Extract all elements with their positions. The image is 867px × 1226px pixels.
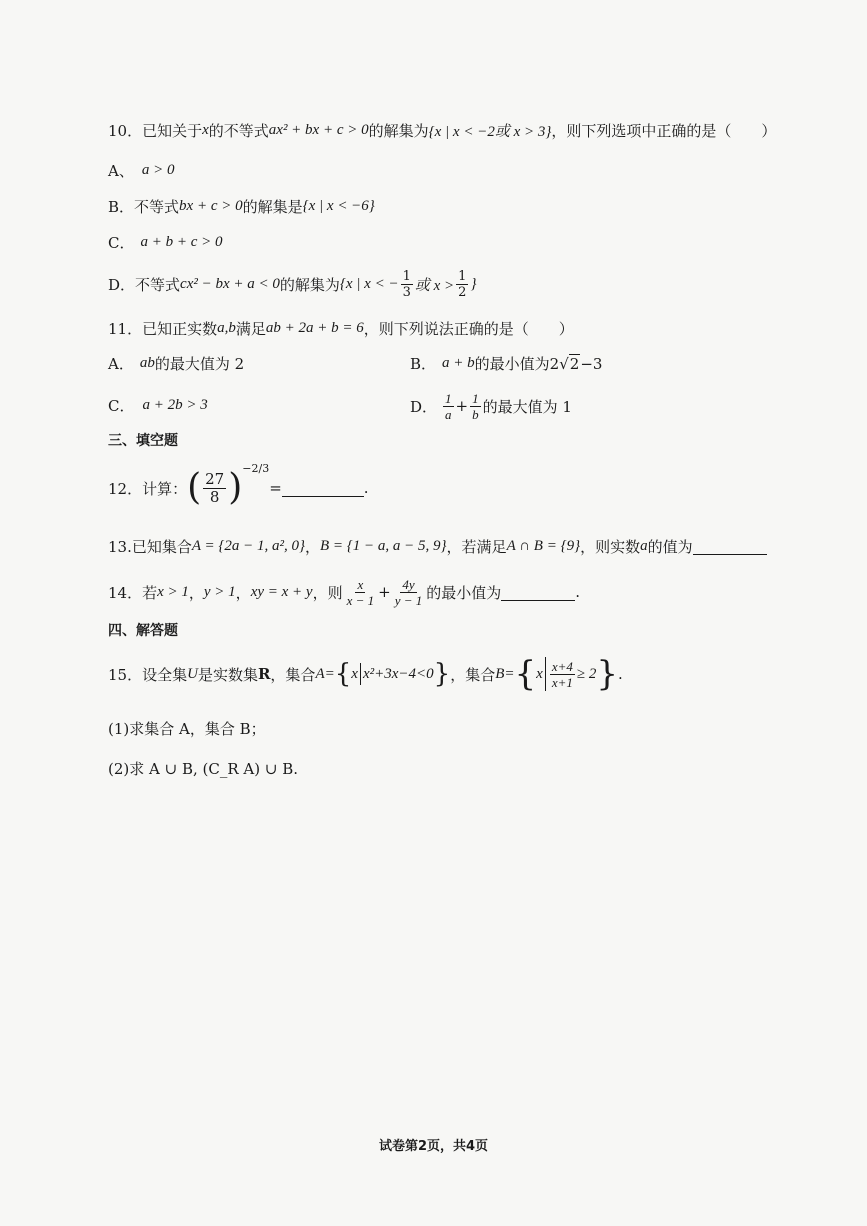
q13-condition: A ∩ B = {9} [506,538,581,554]
left-paren: ( [187,467,202,508]
fraction-numerator: 1 [472,390,479,406]
q15-text: ，集合 [270,665,316,684]
q12 [108,460,369,516]
option-text: 的最大值为 2 [154,355,245,373]
option-label: D． [410,397,438,416]
q11-option-d [410,386,572,426]
q13-set-a: A = {2a − 1, a², 0} [191,538,305,554]
q10-solution-set: {x | x < −2或 x > 3} [428,124,552,140]
q13 [108,536,767,557]
q12-text: 12．计算： [108,479,188,498]
option-label: C． [108,397,135,415]
q15-text: ，集合 [450,665,496,684]
set-var: x [351,665,358,682]
fraction [443,392,454,421]
q10-text: ，则下列选项中正确的是（ ） [551,122,777,140]
set-bar [360,663,361,685]
q15-text: 15．设全集 [108,665,188,684]
q10-text: 的解集为 [368,122,429,140]
fraction-denominator: 3 [402,284,411,300]
q10-text: 的不等式 [208,122,269,140]
fraction-numerator: x+4 [551,658,573,674]
section-heading: 三、填空题 [108,433,178,449]
option-label: A、 [108,162,134,180]
fraction [470,392,481,421]
exponent: −2/3 [242,462,270,475]
q14: 14．若 x > 1 ， y > 1 ， xy = x + y ，则 $\frac{x}{x - 1}$ + $\frac{4y}{y - 1}$ 的最小值为 . [108,576,581,608]
period: . [363,479,369,497]
answer-blank[interactable] [282,480,364,497]
set-condition: ≥ 2 [576,665,597,682]
option-text: 不等式 [135,275,181,294]
q10-option-a [108,160,174,181]
option-value: 2 [549,354,560,373]
q15-var: U [187,665,198,682]
right-paren: ) [228,467,243,508]
fraction-denominator: 2 [458,284,467,300]
sqrt-sign: √ 2 [559,355,580,373]
option-text: 的最大值为 1 [482,397,572,416]
q14-condition: x > 1 [157,583,189,600]
option-label: C． [108,234,135,252]
q14-condition: xy = x + y [250,583,313,600]
set-condition: x²+3x−4<0 [362,665,434,682]
option-label: D． [108,275,136,294]
q15-set-b: B= [495,665,515,682]
fraction-denominator: y − 1 [394,592,423,608]
q15-part1: (1)求集合 A，集合 B； [108,720,266,738]
q11-vars: a,b [217,320,236,336]
option-set: 或 x > [414,277,455,294]
q11-text: 11．已知正实数 [108,320,218,338]
q14-text: 的最小值为 [426,583,502,602]
left-brace: { [514,654,537,694]
option-math: bx + c > 0 [179,198,243,214]
fraction-numerator: 1 [458,268,467,284]
q10-inequality: ax² + bx + c > 0 [268,122,369,138]
left-brace: { [334,659,352,689]
fraction-numerator: 1 [445,390,452,406]
q10-stem [108,120,776,141]
option-text: 的解集是 [242,198,303,216]
option-label: B． [410,355,437,373]
q14-condition: y > 1 [203,583,236,600]
q11-stem [108,318,574,339]
q14-text: ，则 [312,583,343,602]
option-math: a + b [442,355,475,371]
fraction-numerator: 1 [402,268,411,284]
fraction [345,578,377,607]
option-value: −3 [580,354,603,373]
q13-text: ，若满足 [446,538,507,556]
set-bar [545,657,546,691]
period: . [575,583,581,601]
q13-var: a [640,538,648,554]
q13-set-b: B = {1 − a, a − 5, 9} [320,538,447,554]
fraction-denominator: 8 [209,487,220,506]
page-footer: 试卷第2页，共4页 [378,1139,489,1154]
q13-text: 13.已知集合 [108,538,192,556]
q10-option-c [108,232,223,253]
option-text: 的解集为 [279,275,340,294]
option-set: {x | x < −6} [302,198,375,214]
q10-option-b [108,196,375,217]
fraction [456,270,468,299]
answer-blank[interactable] [693,538,767,555]
sqrt-radicand: 2 [569,355,580,373]
q15 [108,652,623,696]
q15-text: 是实数集 [197,665,258,684]
fraction [393,578,425,607]
answer-blank[interactable] [501,584,575,601]
option-math: a + b + c > 0 [140,234,223,250]
option-set: {x | x < − [339,275,399,292]
section-heading: 四、解答题 [108,623,178,639]
q11-option-c [108,395,208,416]
right-brace: } [596,654,618,694]
q10-option-d [108,265,476,303]
q11-condition: ab + 2a + b = 6 [265,320,364,336]
period: . [617,665,623,683]
fraction-denominator: x+1 [551,674,573,690]
q11-option-a [108,353,244,374]
plus-sign: + [378,583,391,601]
fraction-denominator: b [472,406,479,422]
fraction-numerator: 4y [402,576,415,592]
fraction-denominator: x − 1 [346,592,375,608]
fraction [401,270,413,299]
q11-text: ，则下列说法正确的是（ ） [363,320,574,338]
option-math: cx² − bx + a < 0 [180,275,280,292]
right-brace: } [433,659,451,689]
option-text: 不等式 [134,198,180,216]
q11-text: 满足 [235,320,266,338]
option-set: } [470,275,477,292]
q11-option-b [410,353,602,374]
option-label: A． [108,355,134,373]
q13-text: ，则实数 [580,538,641,556]
q15-set-a: A= [315,665,335,682]
q13-text: ， [305,538,321,556]
q10-var: x [202,122,209,138]
set-var: x [536,665,543,682]
fraction-numerator: 27 [205,469,225,488]
q10-text: 10．已知关于 [108,122,203,140]
option-label: B． [108,198,135,216]
fraction [550,660,575,689]
q15-real-set: R [257,665,271,683]
q13-text: 的值为 [647,538,693,556]
fraction-numerator: x [357,576,364,592]
equals-sign: = [269,479,282,497]
option-math: ab [139,355,155,371]
plus-sign: + [455,397,469,415]
option-math: a + 2b > 3 [142,397,208,413]
option-text: 的最小值为 [474,355,550,373]
fraction-denominator: a [445,406,452,422]
fraction [203,469,226,506]
q14-text: 14．若 [108,583,158,602]
q15-part2: (2)求 A ∪ B, (C_R A) ∪ B. [108,760,298,778]
option-math: a > 0 [141,162,175,178]
